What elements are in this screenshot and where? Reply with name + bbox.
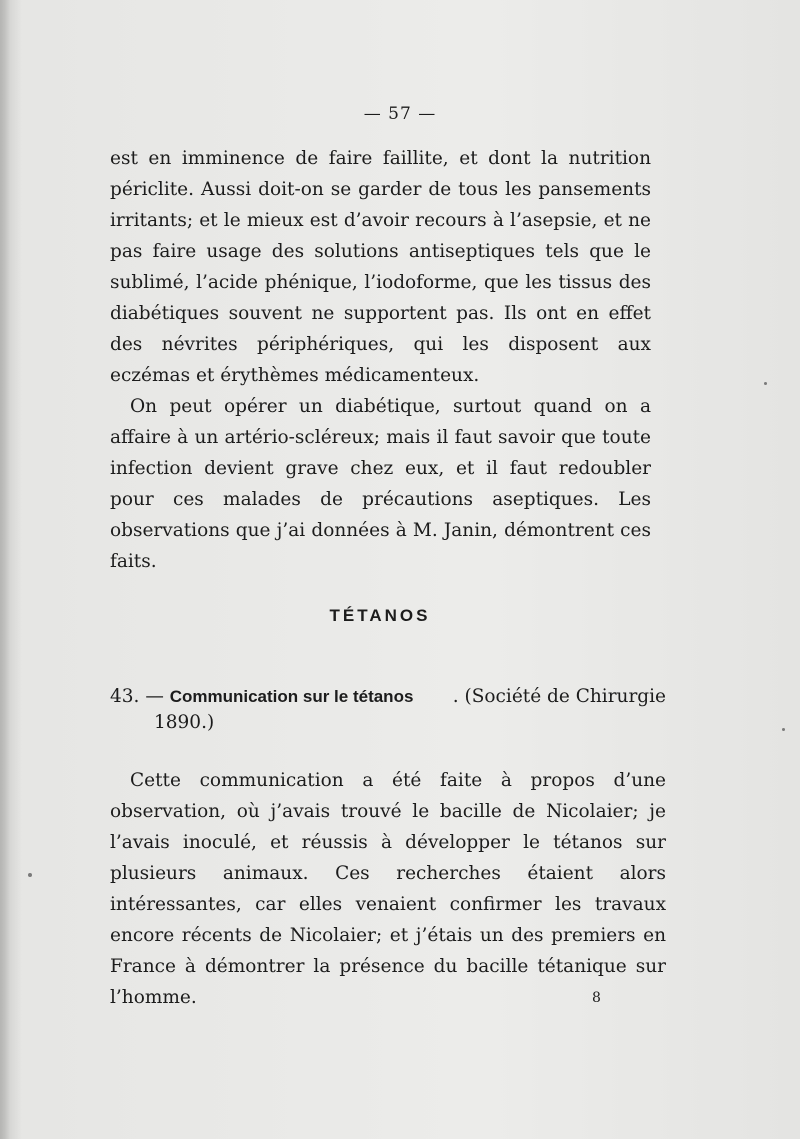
entry-number: 43. xyxy=(110,686,140,707)
signature-mark: 8 xyxy=(592,990,601,1006)
dust-speck xyxy=(782,728,785,731)
bibliography-entry xyxy=(110,684,666,736)
section-heading: TÉTANOS xyxy=(329,606,431,625)
paragraph-continuation: est en imminence de faire faillite, et dont la nutrition périclite. Aussi doit-on se garder de tous les pansements irritants; et le mieux est d’avoir recours à l’asepsie, et ne pas faire usage des solutions antiseptiques tels que le sublimé, l’acide phénique, l’iodoforme, que les tissus des diabétiques souvent ne supportent pas. Ils ont en effet des névrites périphériques, qui les disposent aux eczémas et érythèmes médicamenteux. xyxy=(110,148,651,386)
paragraph-communication: Cette communication a été faite à propos d’une observation, où j’avais trouvé le bacille de Nicolaier; je l’avais inoculé, et réussis à développer le tétanos sur plusieurs animaux. Ces recherches étaient alors intéressantes, car elles venaient confirmer les travaux encore récents de Nicolaier; et j’étais un des premiers en France à démontrer la présence du bacille tétanique sur l’homme. xyxy=(110,770,666,1008)
paragraph-diabetic-surgery: On peut opérer un diabétique, surtout quand on a affaire à un artério-scléreux; mais il faut savoir que toute infection devient grave chez eux, et il faut redoubler pour ces malades de précautions aseptiques. Les observations que j’ai données à M. Janin, démontrent ces faits. xyxy=(110,396,651,572)
dust-speck xyxy=(764,382,767,385)
dust-speck xyxy=(28,873,32,877)
entry-title: Communication sur le tétanos xyxy=(169,687,414,706)
bottom-text-block xyxy=(110,765,666,1013)
top-text-block xyxy=(110,143,651,577)
entry-year: 1890.) xyxy=(154,712,215,733)
entry-dash: — xyxy=(145,686,164,707)
entry-source: . (Société de Chirurgie xyxy=(452,686,666,707)
page-number: — 57 — xyxy=(363,104,437,124)
binding-shadow xyxy=(0,0,10,1139)
entry-first-line xyxy=(110,684,666,710)
